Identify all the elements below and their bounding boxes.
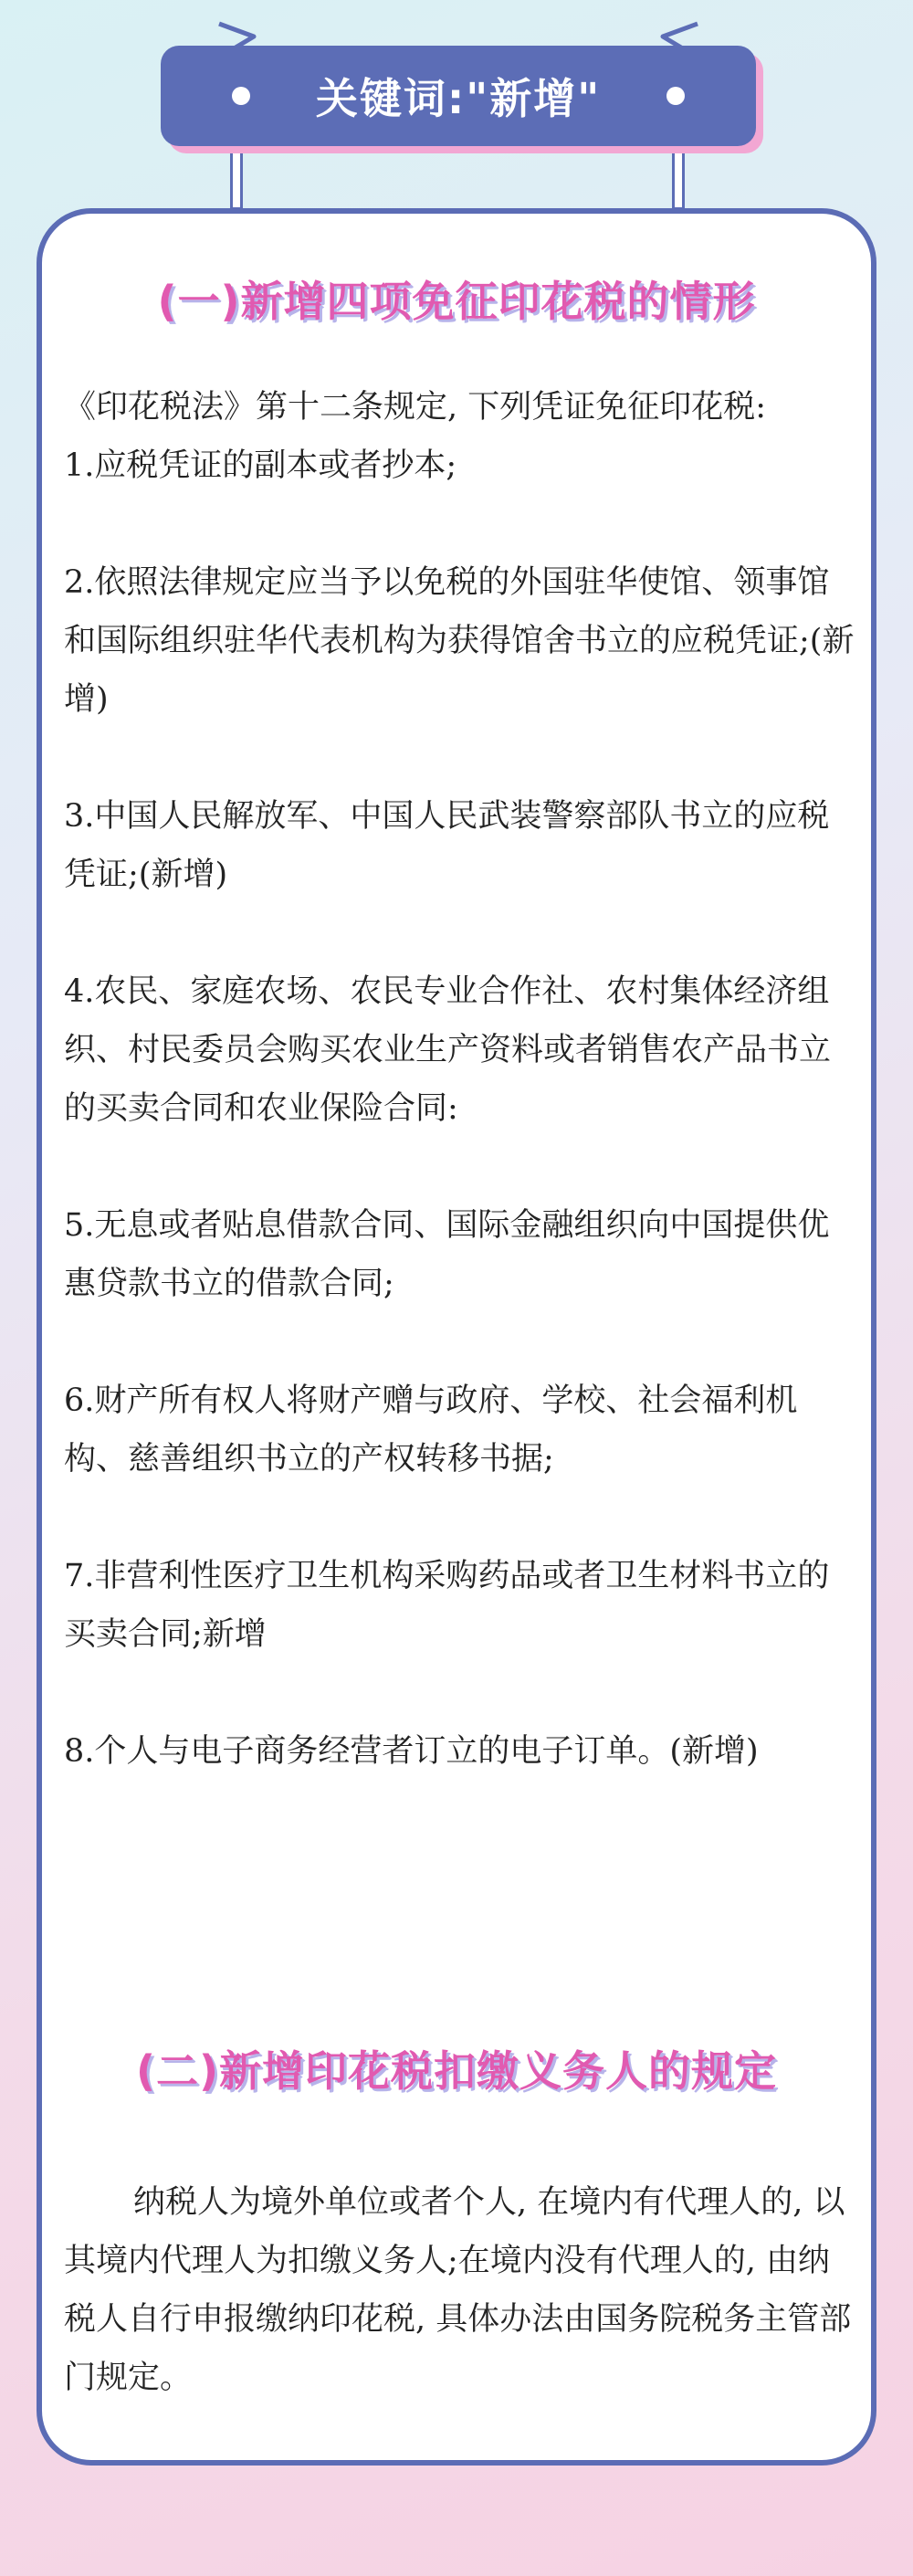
- list-item: 7.非营利性医疗卫生机构采购药品或者卫生材料书立的买卖合同;新增: [64, 1558, 830, 1653]
- list-item: 8.个人与电子商务经营者订立的电子订单。(新增): [64, 1733, 759, 1770]
- header-sign: [161, 46, 756, 146]
- section1-heading: (一)新增四项免征印花税的情形: [157, 277, 756, 326]
- section1-intro: 《印花税法》第十二条规定, 下列凭证免征印花税:: [64, 389, 767, 426]
- content-card: [37, 208, 876, 2466]
- list-item: 5.无息或者贴息借款合同、国际金融组织向中国提供优惠贷款书立的借款合同;: [64, 1207, 830, 1302]
- sign-dot-left: [232, 87, 250, 105]
- page-title: 关键词:"新增": [315, 74, 602, 123]
- section2-heading: (二)新增印花税扣缴义务人的规定: [135, 2046, 778, 2096]
- section1-list: [64, 378, 858, 1781]
- list-item: 3.中国人民解放军、中国人民武装警察部队书立的应税凭证;(新增): [64, 798, 830, 893]
- list-item: 4.农民、家庭农场、农民专业合作社、农村集体经济组织、村民委员会购买农业生产资料或者销售农产品书立的买卖合同和农业保险合同:: [64, 973, 832, 1127]
- sign-post-right: [672, 146, 685, 210]
- list-item: 6.财产所有权人将财产赠与政府、学校、社会福利机构、慈善组织书立的产权转移书据;: [64, 1383, 798, 1477]
- section2-paragraph: 纳税人为境外单位或者个人, 在境内有代理人的, 以其境内代理人为扣缴义务人;在境内没有代理人的, 由纳税人自行申报缴纳印花税, 具体办法由国务院税务主管部门规定。: [64, 2184, 852, 2396]
- list-item: 1.应税凭证的副本或者抄本;: [64, 447, 457, 484]
- sign-post-left: [230, 146, 243, 210]
- sign-dot-right: [666, 87, 685, 105]
- list-item: 2.依照法律规定应当予以免税的外国驻华使馆、领事馆和国际组织驻华代表机构为获得馆舍书立的应税凭证;(新增): [64, 564, 855, 718]
